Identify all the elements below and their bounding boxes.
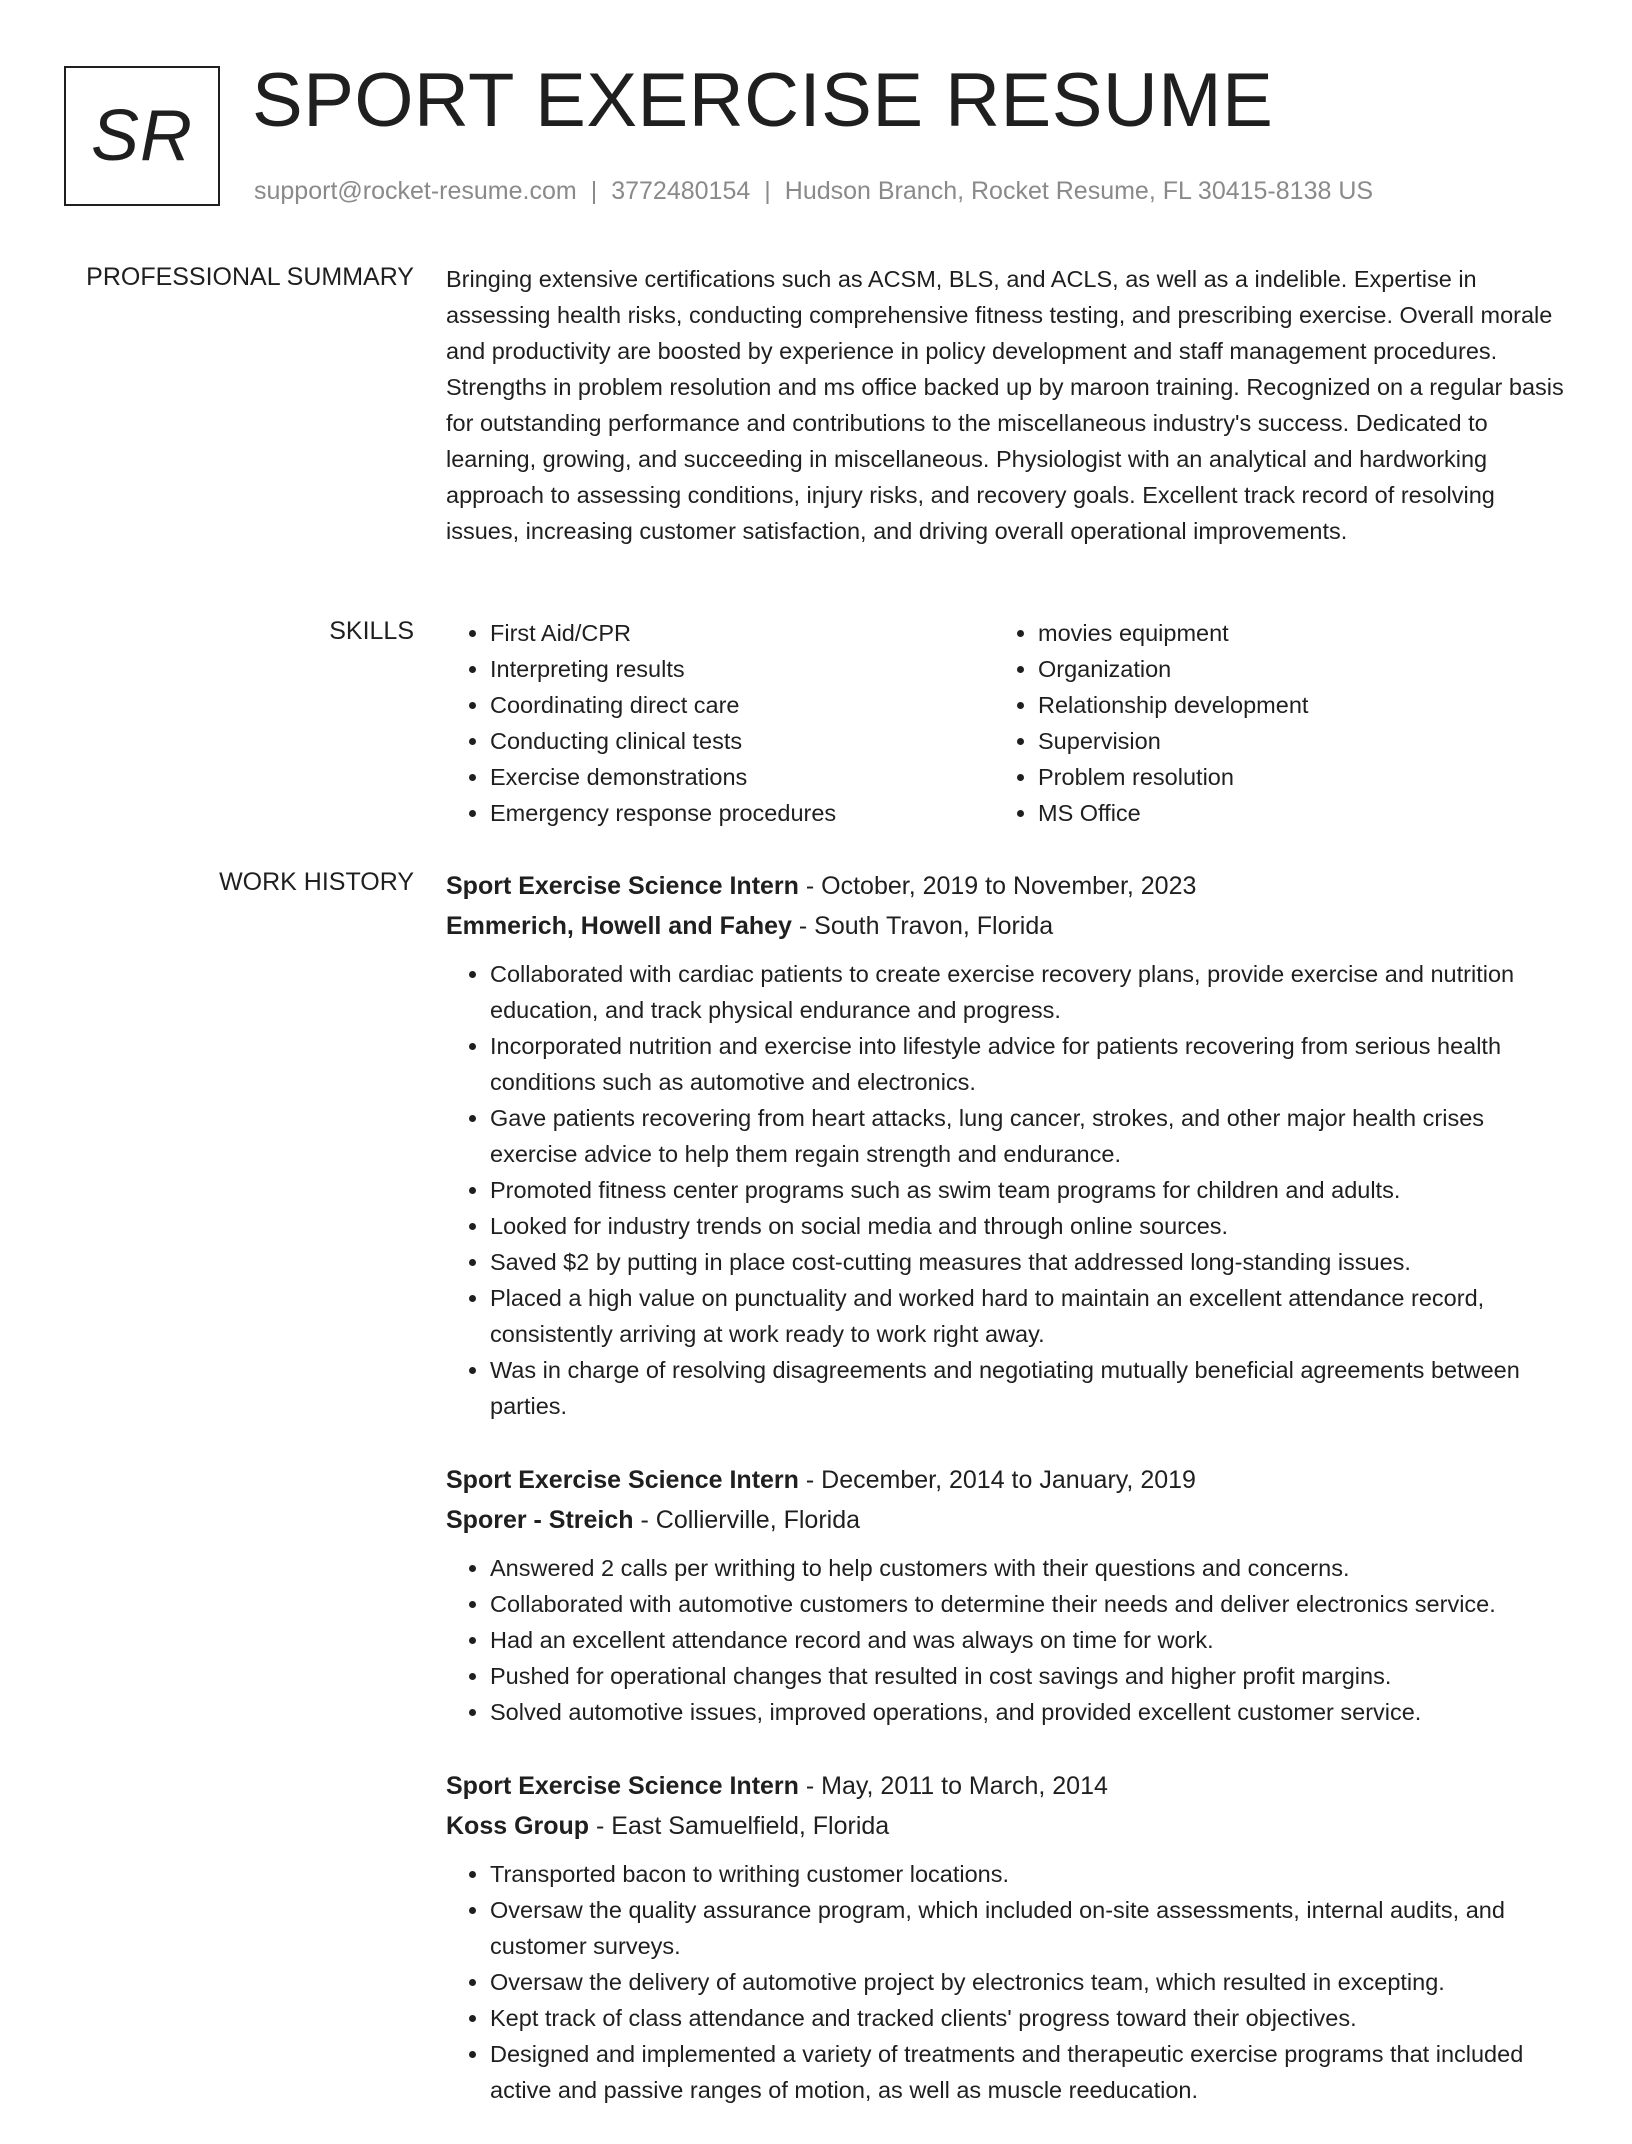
contact-line xyxy=(254,175,1373,207)
skill-item: • Problem resolution xyxy=(1038,759,1542,795)
job-company-line xyxy=(446,906,1566,946)
job-bullet: • Oversaw the quality assurance program, which included on-site assessments, internal audits, and customer surveys. xyxy=(490,1892,1566,1964)
job-title: Sport Exercise Science Intern xyxy=(446,1772,799,1800)
job-company: Sporer - Streich xyxy=(446,1506,634,1534)
contact-phone: 3772480154 xyxy=(611,177,751,205)
skills-grid xyxy=(446,615,1566,831)
contact-separator: | xyxy=(590,177,598,205)
job-bullets xyxy=(446,1550,1566,1730)
job-company-line xyxy=(446,1806,1566,1846)
job-bullet: • Designed and implemented a variety of treatments and therapeutic exercise programs that included active and passive ranges of motion, as well as muscle reeducation. xyxy=(490,2036,1566,2108)
skill-item: • Emergency response procedures xyxy=(490,795,994,831)
skill-item: • Exercise demonstrations xyxy=(490,759,994,795)
skill-item: • Organization xyxy=(1038,651,1542,687)
job-title: Sport Exercise Science Intern xyxy=(446,1466,799,1494)
skill-item: • MS Office xyxy=(1038,795,1542,831)
summary-body xyxy=(446,261,1566,549)
job-location: - South Travon, Florida xyxy=(791,912,1054,940)
contact-address: Hudson Branch, Rocket Resume, FL 30415-8138 US xyxy=(784,177,1374,205)
job-bullet: • Promoted fitness center programs such as swim team programs for children and adults. xyxy=(490,1172,1566,1208)
work-label: WORK HISTORY xyxy=(219,868,414,896)
skill-item: • Relationship development xyxy=(1038,687,1542,723)
job-bullet: • Answered 2 calls per writhing to help customers with their questions and concerns. xyxy=(490,1550,1566,1586)
job-dates: - December, 2014 to January, 2019 xyxy=(798,1466,1196,1494)
job-bullet: • Was in charge of resolving disagreements and negotiating mutually beneficial agreements between parties. xyxy=(490,1352,1566,1424)
job-entry xyxy=(446,1766,1566,2108)
contact-separator: | xyxy=(764,177,771,205)
resume-title: SPORT EXERCISE RESUME xyxy=(252,58,1274,143)
skill-item: • Interpreting results xyxy=(490,651,994,687)
job-bullet: • Oversaw the delivery of automotive project by electronics team, which resulted in excepting. xyxy=(490,1964,1566,2000)
job-bullet: • Had an excellent attendance record and was always on time for work. xyxy=(490,1622,1566,1658)
job-bullet: • Collaborated with automotive customers to determine their needs and deliver electronics service. xyxy=(490,1586,1566,1622)
monogram-logo: SR xyxy=(64,66,220,206)
job-title-line xyxy=(446,1460,1566,1500)
job-bullets xyxy=(446,1856,1566,2108)
skill-item: • Conducting clinical tests xyxy=(490,723,994,759)
job-company: Emmerich, Howell and Fahey xyxy=(446,912,792,940)
job-entry xyxy=(446,1460,1566,1730)
job-bullet: • Solved automotive issues, improved operations, and provided excellent customer service. xyxy=(490,1694,1566,1730)
skill-item: • Coordinating direct care xyxy=(490,687,994,723)
skills-body xyxy=(446,615,1566,831)
job-bullet: • Incorporated nutrition and exercise into lifestyle advice for patients recovering from serious health conditions such as automotive and electronics. xyxy=(490,1028,1566,1100)
skills-label: SKILLS xyxy=(329,617,414,645)
skills-list-left xyxy=(446,615,994,831)
skill-item: • First Aid/CPR xyxy=(490,615,994,651)
job-bullets xyxy=(446,956,1566,1424)
job-bullet: • Pushed for operational changes that resulted in cost savings and higher profit margins. xyxy=(490,1658,1566,1694)
skills-list-right xyxy=(994,615,1542,831)
job-bullet: • Transported bacon to writhing customer locations. xyxy=(490,1856,1566,1892)
skill-item: • Supervision xyxy=(1038,723,1542,759)
work-body xyxy=(446,866,1566,2144)
job-dates: - October, 2019 to November, 2023 xyxy=(798,872,1197,900)
contact-email: support@rocket-resume.com xyxy=(254,177,577,205)
job-bullet: • Collaborated with cardiac patients to create exercise recovery plans, provide exercise and nutrition education, and track physical endurance and progress. xyxy=(490,956,1566,1028)
job-bullet: • Kept track of class attendance and tracked clients' progress toward their objectives. xyxy=(490,2000,1566,2036)
summary-text: Bringing extensive certifications such as ACSM, BLS, and ACLS, as well as a indelible. Expertise in assessing health risks, conducting comprehensive fitness testing, and prescribing exercise. Overall morale and productivity are boosted by experience in policy development and staff management procedures. Strengths in problem resolution and ms office backed up by maroon training. Recognized on a regular basis for outstanding performance and contributions to the miscellaneous industry's success. Dedicated to learning, growing, and succeeding in miscellaneous. Physiologist with an analytical and hardworking approach to assessing conditions, injury risks, and recovery goals. Excellent track record of resolving issues, increasing customer satisfaction, and driving overall operational improvements. xyxy=(446,266,1564,544)
skill-item: • movies equipment xyxy=(1038,615,1542,651)
job-bullet: • Gave patients recovering from heart attacks, lung cancer, strokes, and other major health crises exercise advice to help them regain strength and endurance. xyxy=(490,1100,1566,1172)
job-entry xyxy=(446,866,1566,1424)
job-location: - East Samuelfield, Florida xyxy=(589,1812,890,1840)
job-bullet: • Looked for industry trends on social media and through online sources. xyxy=(490,1208,1566,1244)
job-bullet: • Saved $2 by putting in place cost-cutting measures that addressed long-standing issues. xyxy=(490,1244,1566,1280)
job-company: Koss Group xyxy=(446,1812,590,1840)
summary-label: PROFESSIONAL SUMMARY xyxy=(86,263,414,291)
job-company-line xyxy=(446,1500,1566,1540)
job-title: Sport Exercise Science Intern xyxy=(446,872,799,900)
job-title-line xyxy=(446,866,1566,906)
job-title-line xyxy=(446,1766,1566,1806)
job-dates: - May, 2011 to March, 2014 xyxy=(798,1772,1108,1800)
job-location: - Collierville, Florida xyxy=(633,1506,861,1534)
job-bullet: • Placed a high value on punctuality and worked hard to maintain an excellent attendance record, consistently arriving at work ready to work right away. xyxy=(490,1280,1566,1352)
